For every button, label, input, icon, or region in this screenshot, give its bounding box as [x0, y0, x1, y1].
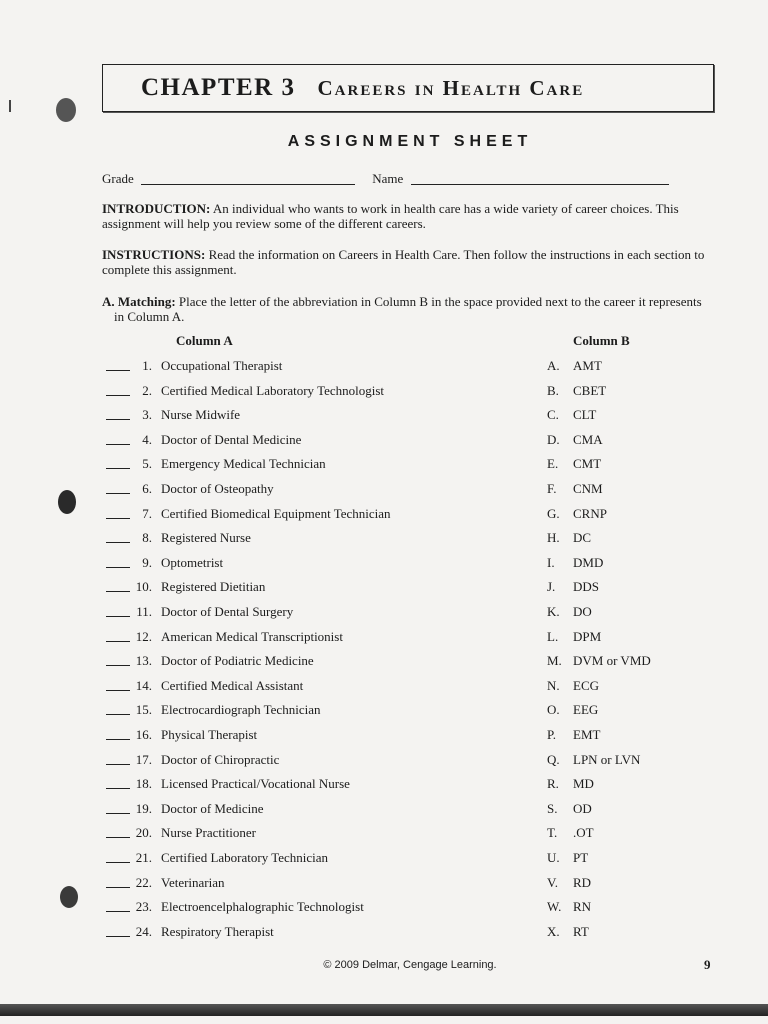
- answer-blank[interactable]: [106, 591, 130, 592]
- answer-blank[interactable]: [106, 936, 130, 937]
- item-number: 24.: [135, 923, 152, 939]
- item-number: 2.: [142, 382, 152, 398]
- answer-blank[interactable]: [106, 444, 130, 445]
- career-name: American Medical Transcriptionist: [161, 628, 343, 644]
- matching-row: [0, 407, 768, 427]
- item-number: 17.: [135, 751, 152, 767]
- matching-row: [0, 555, 768, 575]
- matching-row: [0, 899, 768, 919]
- abbreviation: CNM: [573, 481, 603, 496]
- career-name: Doctor of Osteopathy: [161, 481, 274, 496]
- career-name: Certified Medical Laboratory Technologist: [161, 382, 385, 398]
- answer-blank[interactable]: [106, 887, 130, 888]
- career-name: Registered Dietitian: [161, 579, 266, 595]
- career-name: Occupational Therapist: [161, 358, 283, 373]
- abbreviation: CLT: [573, 407, 597, 423]
- chapter-number: CHAPTER 3: [141, 74, 296, 101]
- abbreviation: CMT: [573, 456, 602, 472]
- abbreviation: OD: [573, 800, 592, 816]
- career-name: Doctor of Chiropractic: [161, 751, 280, 767]
- item-number: 16.: [135, 727, 152, 742]
- answer-blank[interactable]: [106, 493, 130, 494]
- answer-blank[interactable]: [106, 764, 130, 765]
- matching-row: [0, 702, 768, 722]
- item-number: 7.: [142, 505, 152, 521]
- career-name: Certified Medical Assistant: [161, 677, 304, 693]
- abbreviation: CRNP: [573, 505, 607, 521]
- chapter-title-box: [102, 64, 714, 112]
- answer-blank[interactable]: [106, 419, 130, 420]
- introduction-paragraph: [102, 201, 720, 231]
- abbreviation-letter: B.: [547, 382, 559, 398]
- answer-blank[interactable]: [106, 395, 130, 396]
- abbreviation: .OT: [573, 825, 594, 841]
- matching-row: [0, 506, 768, 526]
- abbreviation-letter: O.: [547, 702, 560, 718]
- abbreviation-letter: P.: [547, 727, 557, 742]
- abbreviation-letter: X.: [547, 923, 560, 939]
- matching-row: [0, 801, 768, 821]
- item-number: 3.: [142, 407, 152, 423]
- abbreviation: DMD: [573, 554, 604, 570]
- abbreviation-letter: D.: [547, 431, 560, 447]
- item-number: 4.: [142, 431, 152, 447]
- chapter-title: Careers in Health Care: [317, 75, 585, 100]
- grade-field[interactable]: [141, 184, 355, 185]
- matching-row: [0, 924, 768, 944]
- item-number: 23.: [135, 899, 152, 915]
- item-number: 11.: [136, 604, 152, 619]
- career-name: Veterinarian: [161, 874, 225, 890]
- career-name: Licensed Practical/Vocational Nurse: [161, 776, 350, 792]
- abbreviation-letter: U.: [547, 850, 560, 865]
- abbreviation: CMA: [573, 431, 603, 447]
- career-name: Doctor of Dental Medicine: [161, 431, 302, 447]
- abbreviation: RN: [573, 899, 592, 915]
- item-number: 6.: [142, 481, 152, 496]
- abbreviation-letter: F.: [547, 481, 557, 496]
- item-number: 5.: [142, 456, 152, 472]
- section-a-text-continued: in Column A.: [114, 309, 185, 324]
- item-number: 15.: [135, 702, 152, 718]
- item-number: 8.: [142, 530, 152, 546]
- answer-blank[interactable]: [106, 468, 130, 469]
- abbreviation-letter: N.: [547, 677, 560, 693]
- abbreviation: CBET: [573, 382, 607, 398]
- abbreviation-letter: Q.: [547, 751, 560, 767]
- copyright-footer: © 2009 Delmar, Cengage Learning.: [323, 959, 497, 971]
- answer-blank[interactable]: [106, 370, 130, 371]
- abbreviation: DO: [573, 604, 592, 619]
- career-name: Registered Nurse: [161, 530, 251, 546]
- item-number: 19.: [135, 800, 152, 816]
- section-a-label: A. Matching:: [102, 294, 176, 309]
- abbreviation-letter: V.: [547, 874, 558, 890]
- instructions-label: INSTRUCTIONS:: [102, 247, 206, 262]
- answer-blank[interactable]: [106, 616, 130, 617]
- item-number: 10.: [135, 579, 152, 595]
- abbreviation-letter: A.: [547, 358, 560, 373]
- career-name: Doctor of Podiatric Medicine: [161, 653, 314, 669]
- abbreviation: ECG: [573, 677, 599, 693]
- abbreviation: PT: [573, 850, 589, 865]
- instructions-paragraph: [102, 247, 720, 277]
- abbreviation-letter: M.: [547, 653, 562, 669]
- item-number: 9.: [142, 554, 152, 570]
- abbreviation: RD: [573, 874, 592, 890]
- matching-row: [0, 432, 768, 452]
- abbreviation-letter: I.: [547, 554, 555, 570]
- answer-blank[interactable]: [106, 641, 130, 642]
- career-name: Optometrist: [161, 554, 224, 570]
- item-number: 13.: [135, 653, 152, 669]
- abbreviation: DDS: [573, 579, 600, 595]
- matching-row: [0, 358, 768, 378]
- abbreviation-letter: S.: [547, 800, 558, 816]
- career-name: Physical Therapist: [161, 727, 258, 742]
- matching-row: [0, 481, 768, 501]
- answer-blank[interactable]: [106, 665, 130, 666]
- matching-row: [0, 727, 768, 747]
- item-number: 18.: [135, 776, 152, 792]
- answer-blank[interactable]: [106, 813, 130, 814]
- abbreviation: EMT: [573, 727, 601, 742]
- career-name: Electrocardiograph Technician: [161, 702, 321, 718]
- column-a-heading: Column A: [176, 333, 233, 348]
- item-number: 20.: [135, 825, 152, 841]
- career-name: Nurse Midwife: [161, 407, 241, 423]
- career-name: Doctor of Medicine: [161, 800, 264, 816]
- abbreviation: RT: [573, 923, 589, 939]
- punch-hole: [56, 98, 76, 122]
- grade-name-row: [102, 171, 669, 187]
- matching-row: [0, 850, 768, 870]
- abbreviation-letter: T.: [547, 825, 558, 841]
- matching-row: [0, 383, 768, 403]
- abbreviation-letter: L.: [547, 628, 559, 644]
- item-number: 1.: [142, 358, 152, 373]
- career-name: Doctor of Dental Surgery: [161, 604, 294, 619]
- abbreviation-letter: G.: [547, 505, 560, 521]
- item-number: 21.: [135, 850, 152, 865]
- column-b-heading: Column B: [573, 333, 630, 348]
- career-name: Certified Biomedical Equipment Technician: [161, 505, 391, 521]
- career-name: Respiratory Therapist: [161, 923, 274, 939]
- answer-blank[interactable]: [106, 567, 130, 568]
- matching-row: [0, 456, 768, 476]
- name-label: Name: [372, 171, 404, 186]
- matching-row: [0, 604, 768, 624]
- answer-blank[interactable]: [106, 714, 130, 715]
- item-number: 12.: [135, 628, 152, 644]
- matching-row: [0, 629, 768, 649]
- matching-row: [0, 776, 768, 796]
- answer-blank[interactable]: [106, 542, 130, 543]
- career-name: Certified Laboratory Technician: [161, 850, 329, 865]
- item-number: 14.: [135, 677, 152, 693]
- answer-blank[interactable]: [106, 518, 130, 519]
- abbreviation-letter: H.: [547, 530, 560, 546]
- instructions-text: Read the information on Careers in Health Care. Then follow the instructions in each section to complete this assignment.: [102, 247, 705, 277]
- answer-blank[interactable]: [106, 739, 130, 740]
- abbreviation-letter: K.: [547, 604, 560, 619]
- career-name: Electroencelphalographic Technologist: [161, 899, 364, 915]
- abbreviation-letter: E.: [547, 456, 559, 472]
- introduction-text: An individual who wants to work in health care has a wide variety of career choices. This assignment will help you review some of the different careers.: [102, 201, 679, 231]
- margin-mark: [9, 100, 11, 112]
- abbreviation: DVM or VMD: [573, 653, 651, 669]
- matching-row: [0, 653, 768, 673]
- introduction-label: INTRODUCTION:: [102, 201, 211, 216]
- section-a-text: Place the letter of the abbreviation in Column B in the space provided next to the career it represents: [178, 294, 702, 309]
- abbreviation-letter: W.: [547, 899, 562, 915]
- answer-blank[interactable]: [106, 690, 130, 691]
- answer-blank[interactable]: [106, 862, 130, 863]
- name-field[interactable]: [411, 184, 669, 185]
- abbreviation: LPN or LVN: [573, 751, 641, 767]
- assignment-heading: ASSIGNMENT SHEET: [287, 133, 533, 150]
- matching-row: [0, 875, 768, 895]
- abbreviation-letter: R.: [547, 776, 559, 792]
- abbreviation: AMT: [573, 358, 602, 373]
- matching-row: [0, 752, 768, 772]
- abbreviation: MD: [573, 776, 594, 792]
- section-a-paragraph: [102, 294, 720, 324]
- abbreviation-letter: J.: [547, 579, 556, 595]
- answer-blank[interactable]: [106, 837, 130, 838]
- matching-row: [0, 678, 768, 698]
- career-name: Emergency Medical Technician: [161, 456, 326, 472]
- matching-row: [0, 579, 768, 599]
- abbreviation-letter: C.: [547, 407, 559, 423]
- answer-blank[interactable]: [106, 788, 130, 789]
- grade-label: Grade: [102, 171, 134, 186]
- matching-row: [0, 825, 768, 845]
- abbreviation: DPM: [573, 628, 602, 644]
- item-number: 22.: [135, 874, 152, 890]
- bottom-edge: [0, 1004, 768, 1016]
- abbreviation: DC: [573, 530, 592, 546]
- career-name: Nurse Practitioner: [161, 825, 256, 841]
- abbreviation: EEG: [573, 702, 599, 718]
- matching-row: [0, 530, 768, 550]
- page-number: 9: [704, 957, 711, 972]
- answer-blank[interactable]: [106, 911, 130, 912]
